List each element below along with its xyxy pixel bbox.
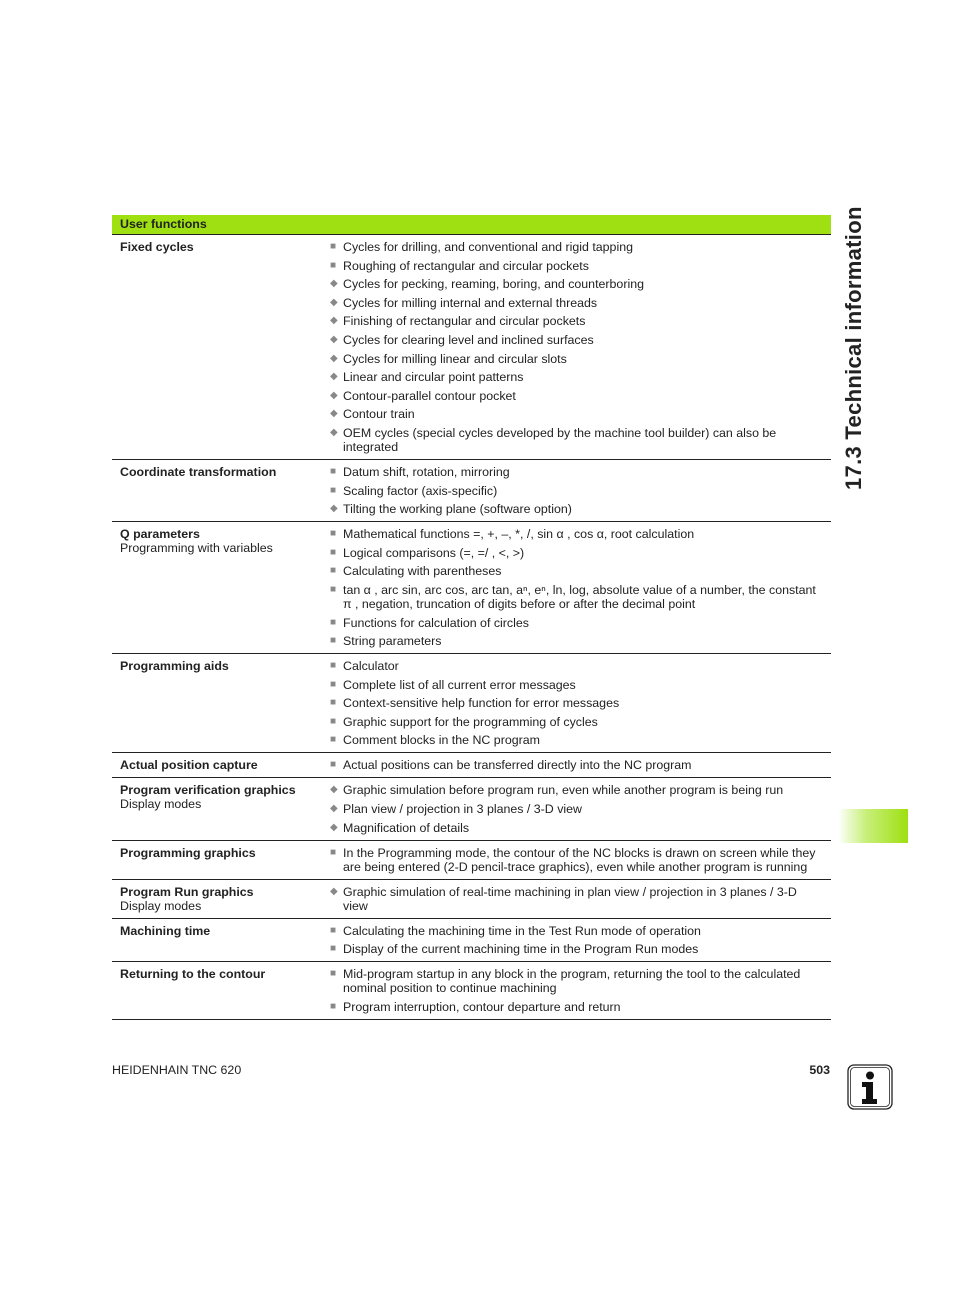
list-item-text: Datum shift, rotation, mirroring — [343, 464, 510, 479]
list-item — [330, 333, 831, 347]
list-item-text: Finishing of rectangular and circular pockets — [343, 314, 586, 329]
list-item-text: String parameters — [343, 634, 442, 649]
list-item — [330, 715, 831, 729]
footer-product: HEIDENHAIN TNC 620 — [112, 1063, 242, 1077]
row-items — [330, 879, 831, 918]
row-title: Actual position capture — [120, 758, 258, 773]
list-item-text: Logical comparisons (=, =/ , <, >) — [343, 545, 525, 560]
row-items — [330, 840, 831, 879]
square-bullet-icon: ■ — [330, 616, 337, 628]
list-item — [330, 924, 831, 938]
list-item — [330, 758, 831, 772]
list-item-text: Graphic simulation before program run, even while another program is being run — [343, 783, 784, 798]
list-item-text: Magnification of details — [343, 820, 470, 835]
square-bullet-icon: ■ — [330, 259, 337, 271]
list-item — [330, 259, 831, 273]
list-item-text: Linear and circular point patterns — [343, 370, 524, 385]
list-item — [330, 240, 831, 254]
list-item-text: Roughing of rectangular and circular pockets — [343, 258, 589, 273]
section-title-text: 17.3 Technical information — [841, 206, 866, 490]
feature-list — [330, 240, 831, 454]
table-row — [112, 753, 831, 778]
square-bullet-icon: ■ — [330, 465, 337, 477]
row-items — [330, 778, 831, 840]
list-item-text: Calculator — [343, 659, 399, 674]
square-bullet-icon: ■ — [330, 1000, 337, 1012]
row-title: Program verification graphics — [120, 783, 296, 798]
row-title: Program Run graphics — [120, 884, 254, 899]
row-label — [112, 840, 330, 879]
square-bullet-icon: ■ — [330, 678, 337, 690]
square-bullet-icon: ■ — [330, 715, 337, 727]
square-bullet-icon: ■ — [330, 565, 337, 577]
table-row — [112, 778, 831, 840]
feature-list — [330, 846, 831, 874]
list-item-text: Display of the current machining time in the Program Run modes — [343, 942, 699, 957]
diamond-bullet-icon: ◆ — [330, 408, 338, 420]
feature-list — [330, 659, 831, 747]
list-item-text: Mathematical functions =, +, –, *, /, sin α , cos α, root calculation — [343, 527, 695, 542]
list-item — [330, 370, 831, 384]
row-items — [330, 962, 831, 1020]
row-title: Fixed cycles — [120, 240, 194, 254]
row-items — [330, 654, 831, 753]
row-title: Programming graphics — [120, 845, 256, 860]
square-bullet-icon: ■ — [330, 528, 337, 540]
list-item — [330, 546, 831, 560]
list-item — [330, 885, 831, 913]
table-row — [112, 459, 831, 521]
user-functions-table — [112, 215, 831, 1020]
row-items — [330, 459, 831, 521]
table-row — [112, 654, 831, 753]
square-bullet-icon: ■ — [330, 759, 337, 771]
list-item — [330, 484, 831, 498]
list-item — [330, 277, 831, 291]
diamond-bullet-icon: ◆ — [330, 352, 338, 364]
list-item-text: Mid-program startup in any block in the program, returning the tool to the calculated nominal position to continue machining — [343, 967, 801, 996]
list-item — [330, 583, 831, 611]
table-row — [112, 235, 831, 460]
feature-list — [330, 758, 831, 772]
square-bullet-icon: ■ — [330, 846, 337, 858]
row-items — [330, 918, 831, 962]
list-item-text: Contour-parallel contour pocket — [343, 388, 516, 403]
square-bullet-icon: ■ — [330, 635, 337, 647]
list-item-text: Cycles for pecking, reaming, boring, and counterboring — [343, 277, 644, 292]
feature-list — [330, 783, 831, 834]
list-item — [330, 696, 831, 710]
list-item — [330, 634, 831, 648]
table-row — [112, 522, 831, 654]
diamond-bullet-icon: ◆ — [330, 426, 338, 438]
row-title: Q parameters — [120, 527, 200, 542]
list-item-text: Calculating the machining time in the Test Run mode of operation — [343, 923, 701, 938]
list-item-text: Graphic support for the programming of cycles — [343, 714, 598, 729]
list-item — [330, 616, 831, 630]
list-item — [330, 846, 831, 874]
table-row — [112, 840, 831, 879]
diamond-bullet-icon: ◆ — [330, 315, 338, 327]
list-item-text: Functions for calculation of circles — [343, 615, 529, 630]
list-item-text: Actual positions can be transferred directly into the NC program — [343, 758, 692, 773]
list-item-text: Calculating with parentheses — [343, 564, 502, 579]
row-items — [330, 753, 831, 778]
square-bullet-icon: ■ — [330, 546, 337, 558]
diamond-bullet-icon: ◆ — [330, 885, 338, 897]
square-bullet-icon: ■ — [330, 660, 337, 672]
chapter-tab — [838, 809, 908, 843]
info-icon — [847, 1064, 893, 1110]
diamond-bullet-icon: ◆ — [330, 803, 338, 815]
list-item-text: Graphic simulation of real-time machining in plan view / projection in 3 planes / 3-D view — [343, 884, 797, 913]
list-item-text: Cycles for drilling, and conventional and rigid tapping — [343, 240, 633, 254]
row-title: Programming aids — [120, 659, 229, 674]
row-subtitle: Programming with variables — [120, 541, 273, 556]
feature-list — [330, 967, 831, 1014]
row-label — [112, 918, 330, 962]
table-row — [112, 918, 831, 962]
list-item — [330, 296, 831, 310]
list-item-text: OEM cycles (special cycles developed by the machine tool builder) can also be integrated — [343, 425, 777, 454]
square-bullet-icon: ■ — [330, 697, 337, 709]
table-body — [112, 235, 831, 1020]
list-item-text: In the Programming mode, the contour of the NC blocks is drawn on screen while they are being entered (2-D pencil-trace graphics), even while another program is running — [343, 845, 816, 874]
diamond-bullet-icon: ◆ — [330, 371, 338, 383]
list-item — [330, 1000, 831, 1014]
row-label — [112, 778, 330, 840]
feature-list — [330, 527, 831, 648]
list-item-text: Scaling factor (axis-specific) — [343, 483, 498, 498]
table-row — [112, 962, 831, 1020]
list-item — [330, 389, 831, 403]
list-item — [330, 942, 831, 956]
square-bullet-icon: ■ — [330, 484, 337, 496]
section-title-vertical — [833, 206, 883, 494]
list-item-text: Cycles for milling internal and external threads — [343, 295, 598, 310]
list-item-text: Context-sensitive help function for error messages — [343, 696, 620, 711]
diamond-bullet-icon: ◆ — [330, 821, 338, 833]
row-label — [112, 522, 330, 654]
list-item — [330, 659, 831, 673]
row-subtitle: Display modes — [120, 797, 202, 812]
square-bullet-icon: ■ — [330, 241, 337, 252]
row-label — [112, 654, 330, 753]
diamond-bullet-icon: ◆ — [330, 503, 338, 515]
list-item-text: Cycles for clearing level and inclined surfaces — [343, 332, 594, 347]
list-item-text: Comment blocks in the NC program — [343, 733, 540, 748]
row-title: Machining time — [120, 923, 211, 938]
table-row — [112, 879, 831, 918]
diamond-bullet-icon: ◆ — [330, 333, 338, 345]
list-item-text: Program interruption, contour departure and return — [343, 999, 621, 1014]
row-label — [112, 879, 330, 918]
list-item — [330, 465, 831, 479]
row-items — [330, 235, 831, 460]
diamond-bullet-icon: ◆ — [330, 784, 338, 796]
list-item-text: Complete list of all current error messages — [343, 677, 576, 692]
square-bullet-icon: ■ — [330, 943, 337, 955]
row-label — [112, 235, 330, 460]
feature-list — [330, 924, 831, 957]
list-item — [330, 527, 831, 541]
table-header: User functions — [112, 215, 831, 235]
row-label — [112, 962, 330, 1020]
list-item — [330, 678, 831, 692]
row-title: Returning to the contour — [120, 967, 266, 982]
list-item — [330, 564, 831, 578]
list-item — [330, 502, 831, 516]
square-bullet-icon: ■ — [330, 734, 337, 746]
page-number: 503 — [809, 1063, 830, 1077]
list-item — [330, 802, 831, 816]
row-subtitle: Display modes — [120, 898, 202, 913]
diamond-bullet-icon: ◆ — [330, 389, 338, 401]
list-item — [330, 426, 831, 454]
row-title: Coordinate transformation — [120, 464, 277, 479]
list-item — [330, 783, 831, 797]
row-items — [330, 522, 831, 654]
square-bullet-icon: ■ — [330, 924, 337, 936]
square-bullet-icon: ■ — [330, 968, 337, 980]
list-item-text: Contour train — [343, 407, 415, 422]
row-label — [112, 459, 330, 521]
list-item-text: tan α , arc sin, arc cos, arc tan, aⁿ, eⁿ, ln, log, absolute value of a number, the constant π , negation, truncation of digits before or after the decimal point — [343, 582, 816, 611]
list-item — [330, 733, 831, 747]
feature-list — [330, 465, 831, 516]
table-header-row — [112, 215, 831, 235]
feature-list — [330, 885, 831, 913]
list-item-text: Cycles for milling linear and circular slots — [343, 351, 567, 366]
list-item-text: Tilting the working plane (software option) — [343, 502, 572, 517]
square-bullet-icon: ■ — [330, 583, 337, 595]
diamond-bullet-icon: ◆ — [330, 278, 338, 290]
diamond-bullet-icon: ◆ — [330, 296, 338, 308]
list-item — [330, 967, 831, 995]
list-item-text: Plan view / projection in 3 planes / 3-D view — [343, 802, 582, 817]
list-item — [330, 314, 831, 328]
list-item — [330, 821, 831, 835]
list-item — [330, 407, 831, 421]
list-item — [330, 352, 831, 366]
row-label — [112, 753, 330, 778]
